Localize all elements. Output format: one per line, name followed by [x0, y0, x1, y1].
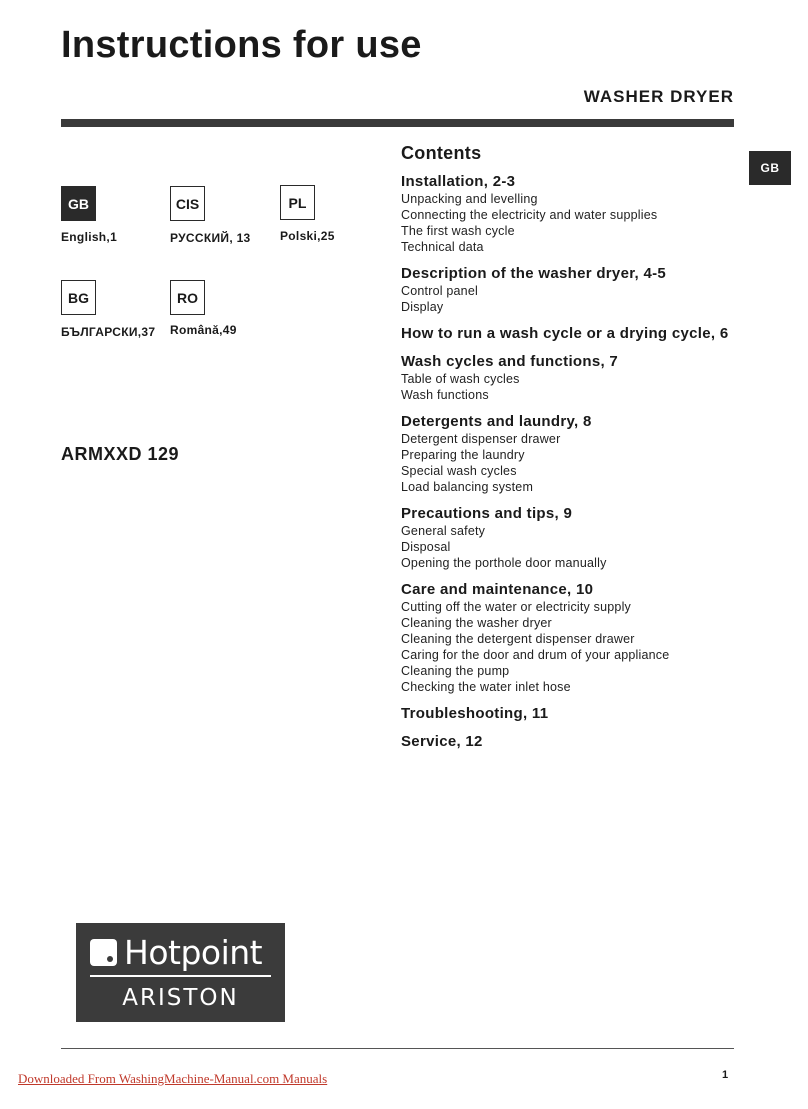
page-title: Instructions for use [61, 24, 422, 66]
contents-subitem[interactable]: Table of wash cycles [401, 372, 520, 386]
contents-section-heading[interactable]: Detergents and laundry, 8 [401, 413, 592, 430]
hotpoint-mark-icon [90, 939, 117, 966]
language-box-gb[interactable]: GB [61, 186, 96, 221]
contents-subitem[interactable]: Control panel [401, 284, 478, 298]
language-caption-ro[interactable]: Română,49 [170, 323, 237, 337]
contents-subitem[interactable]: Opening the porthole door manually [401, 556, 607, 570]
download-source-link[interactable]: Downloaded From WashingMachine-Manual.com Manuals [18, 1071, 328, 1086]
contents-subitem[interactable]: Disposal [401, 540, 451, 554]
contents-section [401, 705, 781, 723]
contents-subitem[interactable]: Checking the water inlet hose [401, 680, 571, 694]
contents-section [401, 413, 781, 495]
contents-section [401, 353, 781, 403]
contents-subitem[interactable]: Preparing the laundry [401, 448, 525, 462]
model-number: ARMXXD 129 [61, 444, 180, 464]
language-caption-pl[interactable]: Polski,25 [280, 229, 335, 243]
contents-section-heading[interactable]: Care and maintenance, 10 [401, 581, 594, 598]
language-caption-bg[interactable]: БЪЛГАРСКИ,37 [61, 325, 156, 339]
contents-subitem[interactable]: Caring for the door and drum of your appliance [401, 648, 670, 662]
contents-subitem[interactable]: Wash functions [401, 388, 489, 402]
contents-section [401, 581, 781, 695]
contents-subitem[interactable]: Load balancing system [401, 480, 534, 494]
contents-title: Contents [401, 143, 482, 163]
document-subtitle: WASHER DRYER [583, 87, 734, 106]
contents-section-heading[interactable]: Precautions and tips, 9 [401, 505, 573, 522]
contents-subitem[interactable]: Cleaning the pump [401, 664, 510, 678]
contents-subitem[interactable]: Display [401, 300, 444, 314]
header-divider [61, 119, 734, 127]
table-of-contents [401, 143, 781, 761]
contents-subitem[interactable]: Special wash cycles [401, 464, 517, 478]
contents-subitem[interactable]: Cutting off the water or electricity supply [401, 600, 631, 614]
logo-brand-text: Hotpoint [124, 933, 263, 972]
language-box-ro[interactable]: RO [170, 280, 205, 315]
footer-divider [61, 1048, 734, 1049]
contents-section [401, 173, 781, 255]
language-box-bg[interactable]: BG [61, 280, 96, 315]
contents-section [401, 265, 781, 315]
language-box-pl[interactable]: PL [280, 185, 315, 220]
contents-section-heading[interactable]: Description of the washer dryer, 4-5 [401, 265, 667, 282]
language-caption-gb[interactable]: English,1 [61, 230, 118, 244]
contents-subitem[interactable]: Technical data [401, 240, 484, 254]
contents-section [401, 325, 781, 343]
contents-subitem[interactable]: Connecting the electricity and water supplies [401, 208, 658, 222]
contents-section [401, 505, 781, 571]
contents-section-heading[interactable]: Installation, 2-3 [401, 173, 516, 190]
contents-section-heading[interactable]: Wash cycles and functions, 7 [401, 353, 619, 370]
contents-subitem[interactable]: Cleaning the detergent dispenser drawer [401, 632, 635, 646]
language-caption-cis[interactable]: РУССКИЙ, 13 [170, 231, 251, 245]
hotpoint-ariston-logo [76, 923, 285, 1022]
page-number: 1 [722, 1069, 729, 1081]
contents-subitem[interactable]: Unpacking and levelling [401, 192, 538, 206]
contents-section-heading[interactable]: How to run a wash cycle or a drying cycle, 6 [401, 325, 729, 342]
contents-section-heading[interactable]: Service, 12 [401, 733, 483, 750]
contents-subitem[interactable]: Detergent dispenser drawer [401, 432, 561, 446]
logo-sub-brand-text: ARISTON [122, 985, 239, 1011]
logo-divider [90, 975, 271, 977]
language-box-cis[interactable]: CIS [170, 186, 205, 221]
contents-section-heading[interactable]: Troubleshooting, 11 [401, 705, 549, 722]
contents-subitem[interactable]: General safety [401, 524, 486, 538]
contents-subitem[interactable]: The first wash cycle [401, 224, 515, 238]
contents-section [401, 733, 781, 751]
contents-subitem[interactable]: Cleaning the washer dryer [401, 616, 552, 630]
language-side-tab: GB [749, 151, 791, 185]
